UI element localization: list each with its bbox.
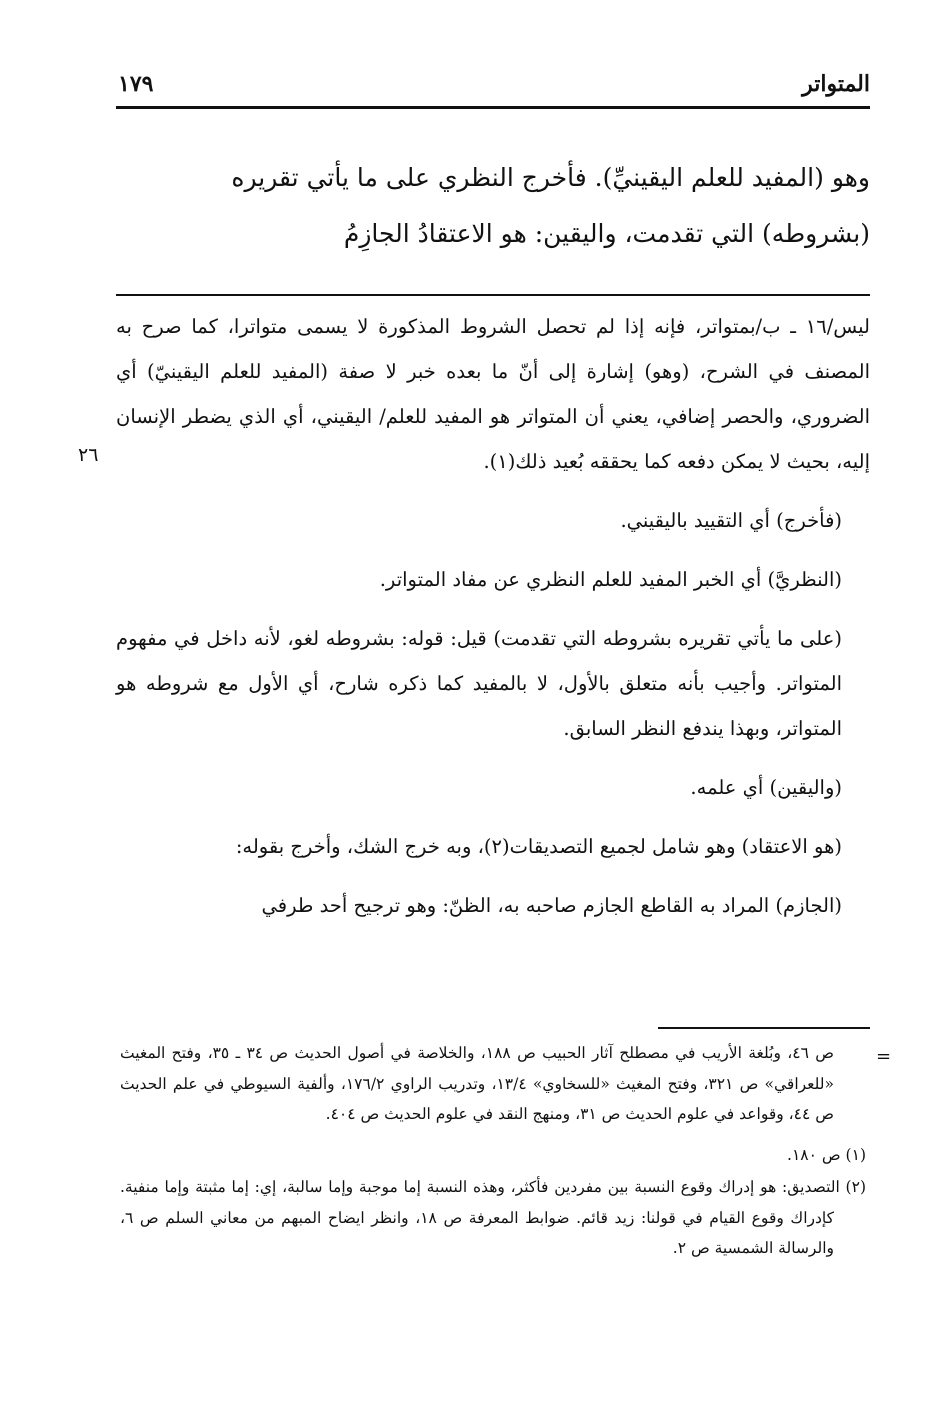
commentary-paragraph: (على ما يأتي تقريره بشروطه التي تقدمت) قيل: قوله: بشروطه لغو، لأنه داخل في مفهوم المتواتر. وأجيب بأنه متعلق بالأول، لا بالمفيد كما ذكره شارح، أي الأول مع شروطه هو المتواتر، وبهذا يندفع النظر السابق. bbox=[116, 627, 842, 740]
footnote-continuation-mark: = bbox=[876, 1046, 892, 1067]
footnotes bbox=[120, 1038, 866, 1264]
commentary-paragraph: (هو الاعتقاد) وهو شامل لجميع التصديقات(٢)، وبه خرج الشك، وأخرج بقوله: bbox=[235, 835, 842, 858]
commentary-paragraph: ليس/١٦ ـ ب/بمتواتر، فإنه إذا لم تحصل الشروط المذكورة لا يسمى متواترا، كما صرح به المصنف في الشرح، (وهو) إشارة إلى أنّ ما بعده خبر لا صفة (المفيد للعلم اليقينيّ) أي الضروري، والحصر إضافي، يعني أن المتواتر هو المفيد للعلم/ اليقيني، أي الذي يضطر الإنسان إليه، بحيث لا يمكن دفعه كما يحققه بُعيد ذلك(١). bbox=[116, 315, 870, 473]
footnote-2: (٢) التصديق: هو إدراك وقوع النسبة بين مفردين فأكثر، وهذه النسبة إما موجبة وإما سالبة، إي: إما مثبتة وإما منفية. كإدراك وقوع القيام في قولنا: زيد قائم. ضوابط المعرفة ص ١٨، وانظر ايضاح المبهم من معاني السلم ص ٦، والرسالة الشمسية ص ٢. bbox=[120, 1178, 866, 1257]
commentary-text bbox=[116, 304, 870, 928]
matn-text bbox=[116, 150, 870, 262]
manuscript-folio-note: ٢٦ bbox=[78, 444, 99, 466]
footnote-continuation: ص ٤٦، وبُلغة الأريب في مصطلح آثار الحبيب ص ١٨٨، والخلاصة في أصول الحديث ص ٣٤ ـ ٣٥، وفتح المغيث «للعراقي» ص ٣٢١، وفتح المغيث «للسخاوي» ١٣/٤، وتدريب الراوي ١٧٦/٢، وألفية السيوطي في علم الحديث ص ٤٤، وقواعد في علوم الحديث ص ٣١، ومنهج النقد في علوم الحديث ص ٤٠٤. bbox=[120, 1044, 834, 1123]
footnote-rule bbox=[658, 1027, 870, 1029]
page-number: ١٧٩ bbox=[118, 71, 154, 97]
commentary-paragraph: (النظريَّ) أي الخبر المفيد للعلم النظري عن مفاد المتواتر. bbox=[379, 568, 842, 591]
commentary-paragraph: (فأخرج) أي التقييد باليقيني. bbox=[620, 509, 842, 532]
running-header bbox=[118, 64, 870, 104]
matn-line: (بشروطه) التي تقدمت، واليقين: هو الاعتقادُ الجازِمُ bbox=[343, 219, 870, 248]
commentary-paragraph: (الجازم) المراد به القاطع الجازم صاحبه به، الظنّ: وهو ترجيح أحد طرفي bbox=[261, 894, 842, 917]
chapter-title: المتواتر bbox=[802, 71, 870, 97]
commentary-paragraph: (واليقين) أي علمه. bbox=[690, 776, 842, 799]
matn-line: وهو (المفيد للعلم اليقينيِّ). فأخرج النظري على ما يأتي تقريره bbox=[231, 163, 870, 192]
header-rule bbox=[116, 106, 870, 109]
footnote-1: (١) ص ١٨٠. bbox=[787, 1145, 866, 1164]
matn-divider bbox=[116, 294, 870, 296]
